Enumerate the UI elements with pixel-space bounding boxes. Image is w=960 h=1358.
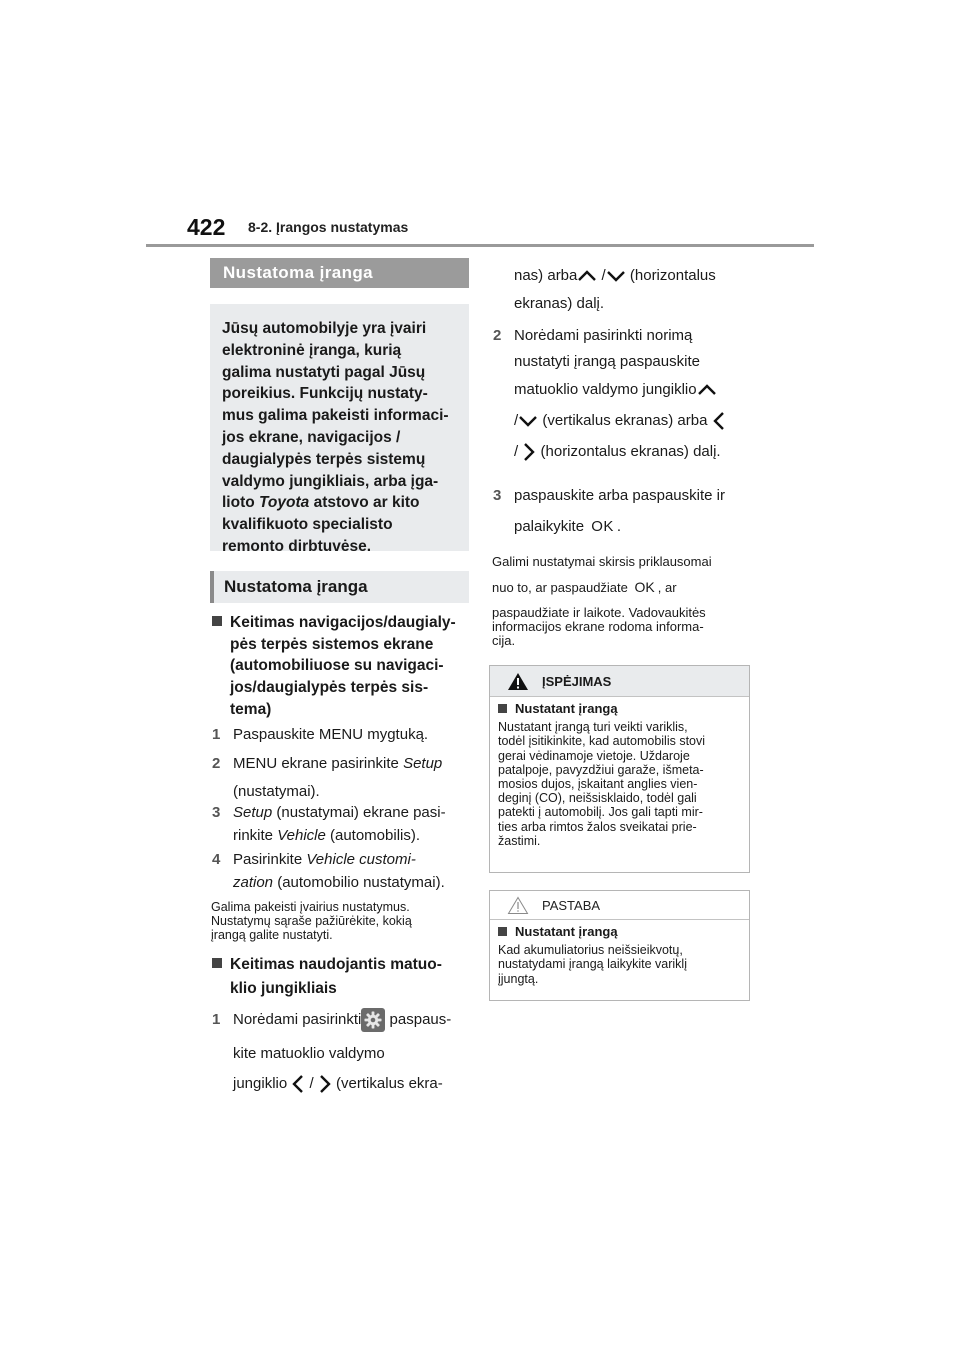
nav-heading-line bbox=[212, 612, 472, 634]
main-heading: Nustatoma įranga bbox=[210, 258, 469, 288]
meter-step-2 bbox=[493, 324, 763, 463]
chevron-down-icon bbox=[518, 414, 538, 428]
warning-line: ties arba rimtos žalos sveikatai prie- bbox=[498, 819, 697, 834]
step-text: paspauskite arba paspauskite ir bbox=[514, 487, 725, 504]
nav-heading-line: jos/daugialypės terpės sis- bbox=[230, 679, 429, 697]
chevron-right-icon bbox=[522, 442, 536, 462]
step-text: (nustatymai). bbox=[233, 783, 320, 800]
sub-heading: Nustatoma įranga bbox=[210, 571, 469, 603]
step-number: 2 bbox=[212, 755, 221, 772]
intro-text: atstovo ar kito bbox=[309, 494, 420, 512]
step-number: 3 bbox=[212, 804, 221, 821]
ok-button-icon: OK bbox=[634, 579, 655, 595]
caution-triangle-outline-icon bbox=[507, 896, 529, 915]
warning-box bbox=[489, 665, 750, 873]
chevron-up-icon bbox=[697, 383, 717, 397]
step-number: 2 bbox=[493, 327, 502, 344]
step-text: kite matuoklio valdymo bbox=[233, 1045, 385, 1062]
brand-name: Toyota bbox=[259, 494, 310, 512]
step-text-italic: Vehicle customi- bbox=[306, 851, 416, 868]
step-text: (automobilio nustatymai). bbox=[273, 874, 445, 891]
meter-heading bbox=[212, 954, 472, 999]
step-number: 3 bbox=[493, 487, 502, 504]
step-text: (vertikalus ekranas) arba bbox=[538, 412, 708, 429]
ok-note bbox=[492, 555, 762, 648]
notice-body bbox=[490, 920, 749, 994]
step-text: (nustatymai) ekrane pasi- bbox=[272, 804, 446, 821]
step-text: paspaus- bbox=[385, 1011, 452, 1028]
warning-line: Nustatant įrangą turi veikti variklis, bbox=[498, 720, 688, 735]
intro-line: Jūsų automobilyje yra įvairi bbox=[222, 320, 427, 337]
intro-line: daugialypės terpės sistemų bbox=[222, 450, 426, 468]
step-number: 4 bbox=[212, 851, 221, 868]
step-text-italic: Setup bbox=[233, 804, 273, 821]
meter-heading-line: klio jungikliais bbox=[230, 979, 337, 997]
nav-step-4 bbox=[212, 848, 474, 894]
meter-heading-line bbox=[212, 954, 472, 976]
bullet-square-icon bbox=[498, 704, 507, 713]
chevron-right-icon bbox=[318, 1074, 332, 1094]
gear-icon bbox=[361, 1008, 385, 1032]
warning-line: mosios dujos, įskaitant anglies vien- bbox=[498, 777, 698, 792]
step-text: jungiklio bbox=[233, 1075, 292, 1092]
nav-heading-line: tema) bbox=[230, 700, 272, 718]
intro-line bbox=[222, 492, 457, 514]
step-text: nas) arba bbox=[514, 267, 578, 284]
note-line: Nustatymų sąraše pažiūrėkite, kokią bbox=[211, 914, 412, 928]
step-text: palaikykite bbox=[514, 518, 589, 535]
nav-step-1 bbox=[212, 723, 474, 746]
notice-subtitle bbox=[498, 925, 741, 939]
step-number: 1 bbox=[212, 1011, 221, 1028]
meter-step-3 bbox=[493, 484, 763, 538]
step-text-italic: Vehicle bbox=[277, 827, 326, 844]
nav-step-3 bbox=[212, 801, 474, 847]
step-text: Norėdami pasirinkti norimą bbox=[514, 327, 693, 344]
warning-line: patalpoje, pavyzdžiui garaže, išmeta- bbox=[498, 762, 704, 777]
step-text: (horizontalus ekranas) dalį. bbox=[536, 443, 721, 460]
intro-line: remonto dirbtuvėse. bbox=[222, 537, 371, 555]
intro-line: galima nustatyti pagal Jūsų bbox=[222, 363, 426, 381]
nav-note bbox=[211, 900, 473, 942]
note-line: cija. bbox=[492, 633, 516, 648]
note-line: įrangą galite nustatyti. bbox=[211, 928, 333, 942]
step-text: / bbox=[309, 1075, 314, 1092]
note-line: Galimi nustatymai skirsis priklausomai bbox=[492, 554, 712, 569]
intro-line: valdymo jungikliais, arba įga- bbox=[222, 472, 439, 490]
notice-line: nustatydami įrangą laikykite variklį bbox=[498, 957, 687, 972]
nav-heading-line: (automobiliuose su navigaci- bbox=[230, 657, 444, 675]
header-rule bbox=[146, 244, 814, 247]
step-text: / bbox=[514, 443, 519, 460]
warning-body bbox=[490, 697, 749, 856]
warning-subtitle bbox=[498, 702, 741, 716]
intro-line: poreikius. Funkcijų nustaty- bbox=[222, 385, 428, 403]
chevron-left-icon bbox=[712, 411, 726, 431]
step-text: MENU ekrane pasirinkite bbox=[233, 755, 404, 772]
ok-button-icon: OK bbox=[591, 518, 614, 535]
intro-line: kvalifikuoto specialisto bbox=[222, 516, 393, 534]
step-text: Paspauskite MENU mygtuką. bbox=[233, 726, 429, 743]
step-text: (horizontalus bbox=[625, 267, 716, 284]
warning-triangle-icon bbox=[507, 672, 529, 691]
warning-line: žastimi. bbox=[498, 833, 541, 848]
step-text: matuoklio valdymo jungiklio bbox=[514, 381, 697, 398]
heading-text: Keitimas naudojantis matuo- bbox=[230, 956, 442, 973]
section-title: 8-2. Įrangos nustatymas bbox=[248, 219, 409, 235]
chevron-left-icon bbox=[291, 1074, 305, 1094]
intro-text: lioto bbox=[222, 494, 260, 512]
warning-line: todėl įsitikinkite, kad automobilis stovi bbox=[498, 734, 706, 749]
notice-title: PASTABA bbox=[542, 898, 601, 913]
notice-line: įjungtą. bbox=[498, 971, 539, 986]
intro-line: elektroninė įranga, kurią bbox=[222, 341, 402, 359]
intro-box bbox=[210, 304, 469, 555]
bullet-square-icon bbox=[212, 616, 222, 626]
step-number: 1 bbox=[212, 726, 221, 743]
bullet-square-icon bbox=[498, 927, 507, 936]
warning-line: patekti į automobilį. Jos gali tapti mir- bbox=[498, 805, 703, 820]
meter-step-1 bbox=[212, 1008, 474, 1095]
page-number: 422 bbox=[187, 214, 226, 240]
step-text: / bbox=[601, 267, 606, 284]
step-text: (automobilis). bbox=[325, 827, 421, 844]
step-text: nustatyti įrangą paspauskite bbox=[514, 353, 700, 370]
step-text: rinkite bbox=[233, 827, 278, 844]
step-text: / bbox=[514, 412, 519, 429]
notice-box bbox=[489, 890, 750, 1001]
subtitle-text: Nustatant įrangą bbox=[515, 701, 618, 716]
warning-title: ĮSPĖJIMAS bbox=[542, 674, 612, 689]
bullet-square-icon bbox=[212, 958, 222, 968]
warning-header bbox=[490, 666, 749, 697]
note-text: , ar bbox=[657, 580, 677, 595]
step-text: (vertikalus ekra- bbox=[331, 1075, 443, 1092]
note-text: nuo to, ar paspaudžiate bbox=[492, 580, 632, 595]
intro-line: jos ekrane, navigacijos / bbox=[222, 428, 401, 446]
warning-line: gerai vėdinamoje vietoje. Uždaroje bbox=[498, 748, 690, 763]
chevron-up-icon bbox=[577, 269, 597, 283]
step-text-italic: Setup bbox=[403, 755, 443, 772]
step-text: Pasirinkite bbox=[233, 851, 307, 868]
notice-header bbox=[490, 891, 749, 920]
nav-heading bbox=[212, 612, 472, 721]
step-text: . bbox=[616, 518, 622, 535]
meter-step-1-continued bbox=[514, 264, 764, 315]
warning-line: deginį (CO), neišsisklaido, todėl gali bbox=[498, 791, 697, 806]
heading-text: Keitimas navigacijos/daugialy- bbox=[230, 614, 456, 631]
step-text-italic: zation bbox=[233, 874, 274, 891]
chevron-down-icon bbox=[606, 269, 626, 283]
note-line: Galima pakeisti įvairius nustatymus. bbox=[211, 900, 410, 914]
note-line: informacijos ekrane rodoma informa- bbox=[492, 619, 704, 634]
step-text: Norėdami pasirinkti bbox=[233, 1011, 362, 1028]
note-line: paspaudžiate ir laikote. Vadovaukitės bbox=[492, 605, 706, 620]
notice-line: Kad akumuliatorius neišsieikvotų, bbox=[498, 943, 683, 958]
nav-heading-line: pės terpės sistemos ekrane bbox=[230, 635, 434, 653]
intro-line: mus galima pakeisti informaci- bbox=[222, 407, 449, 425]
step-text: ekranas) dalį. bbox=[514, 295, 605, 312]
nav-step-2 bbox=[212, 752, 474, 803]
subtitle-text: Nustatant įrangą bbox=[515, 924, 618, 939]
